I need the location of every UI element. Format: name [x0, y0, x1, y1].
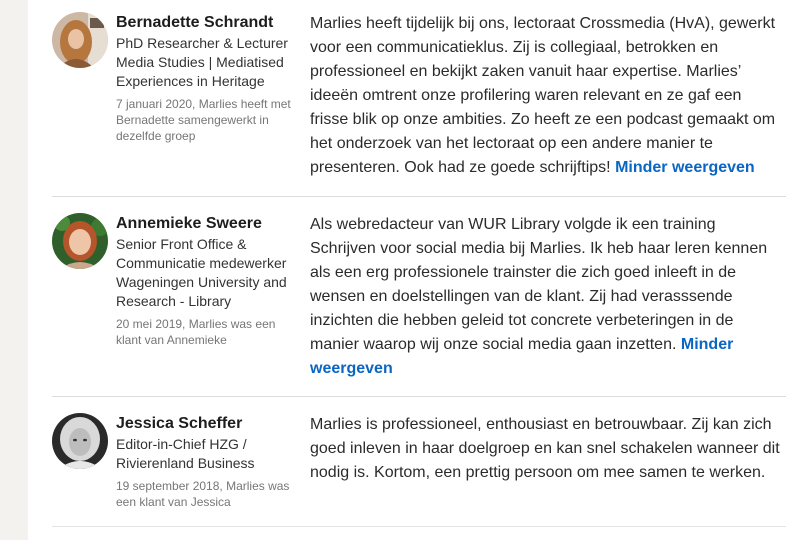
recommender-headline: Senior Front Office & Communicatie medewerker Wageningen University and Research - Library — [116, 236, 287, 309]
recommender-name[interactable]: Bernadette Schrandt — [116, 14, 274, 31]
recommendation-item — [52, 0, 786, 197]
avatar[interactable] — [52, 413, 108, 469]
recommendation-text-block — [310, 12, 780, 180]
recommendation-text: Marlies is professioneel, enthousiast en betrouwbaar. Zij kan zich goed inleven in haar doelgroep en kan snel schakelen wanneer dit nodig is. Kortom, een prettig persoon om mee samen te werken. — [310, 416, 780, 481]
recommender-headline: PhD Researcher & Lecturer Media Studies | Mediatised Experiences in Heritage — [116, 35, 288, 89]
avatar[interactable] — [52, 213, 108, 269]
profile-photo-icon — [52, 12, 108, 68]
recommendation-text-block — [310, 413, 780, 485]
show-less-link[interactable]: Minder weergeven — [310, 336, 734, 377]
show-less-link[interactable]: Minder weergeven — [615, 159, 755, 176]
recommendation-context: 19 september 2018, Marlies was een klant van Jessica — [116, 479, 290, 509]
recommendations-card — [28, 0, 808, 540]
recommender-name[interactable]: Annemieke Sweere — [116, 215, 262, 232]
recommendation-item — [52, 197, 786, 397]
recommendation-text: Marlies heeft tijdelijk bij ons, lectoraat Crossmedia (HvA), gewerkt voor een communicatieklus. Zij is collegiaal, betrokken en professioneel en bekijkt zaken vanuit haar expertise. Marlies’ ideeën omtrent onze profilering waren relevant en ze gaf een frisse blik op onze ambities. Zo heeft ze een podcast gemaakt om het onderzoek van het lectoraat op een andere manier te presenteren. Ook had ze goede schrijftips! — [310, 15, 776, 176]
recommendation-text: Als webredacteur van WUR Library volgde ik een training Schrijven voor social media bij Marlies. Ik heb haar leren kennen als een erg professionele trainster die zich goed inleeft in de wensen en doelstellingen van de klant. Zij had verasssende inzichten die hebben geleid tot concrete verbeteringen in de manier waarop wij onze social media gaan inzetten. — [310, 216, 768, 353]
recommendation-item — [52, 397, 786, 527]
recommendation-context: 7 januari 2020, Marlies heeft met Bernadette samengewerkt in dezelfde groep — [116, 97, 291, 143]
recommender-name[interactable]: Jessica Scheffer — [116, 415, 243, 432]
avatar[interactable] — [52, 12, 108, 68]
recommender-headline: Editor-in-Chief HZG / Rivierenland Business — [116, 436, 255, 471]
profile-photo-icon — [52, 213, 108, 269]
profile-photo-icon — [52, 413, 108, 469]
recommendation-context: 20 mei 2019, Marlies was een klant van Annemieke — [116, 317, 276, 347]
recommendation-text-block — [310, 213, 780, 381]
